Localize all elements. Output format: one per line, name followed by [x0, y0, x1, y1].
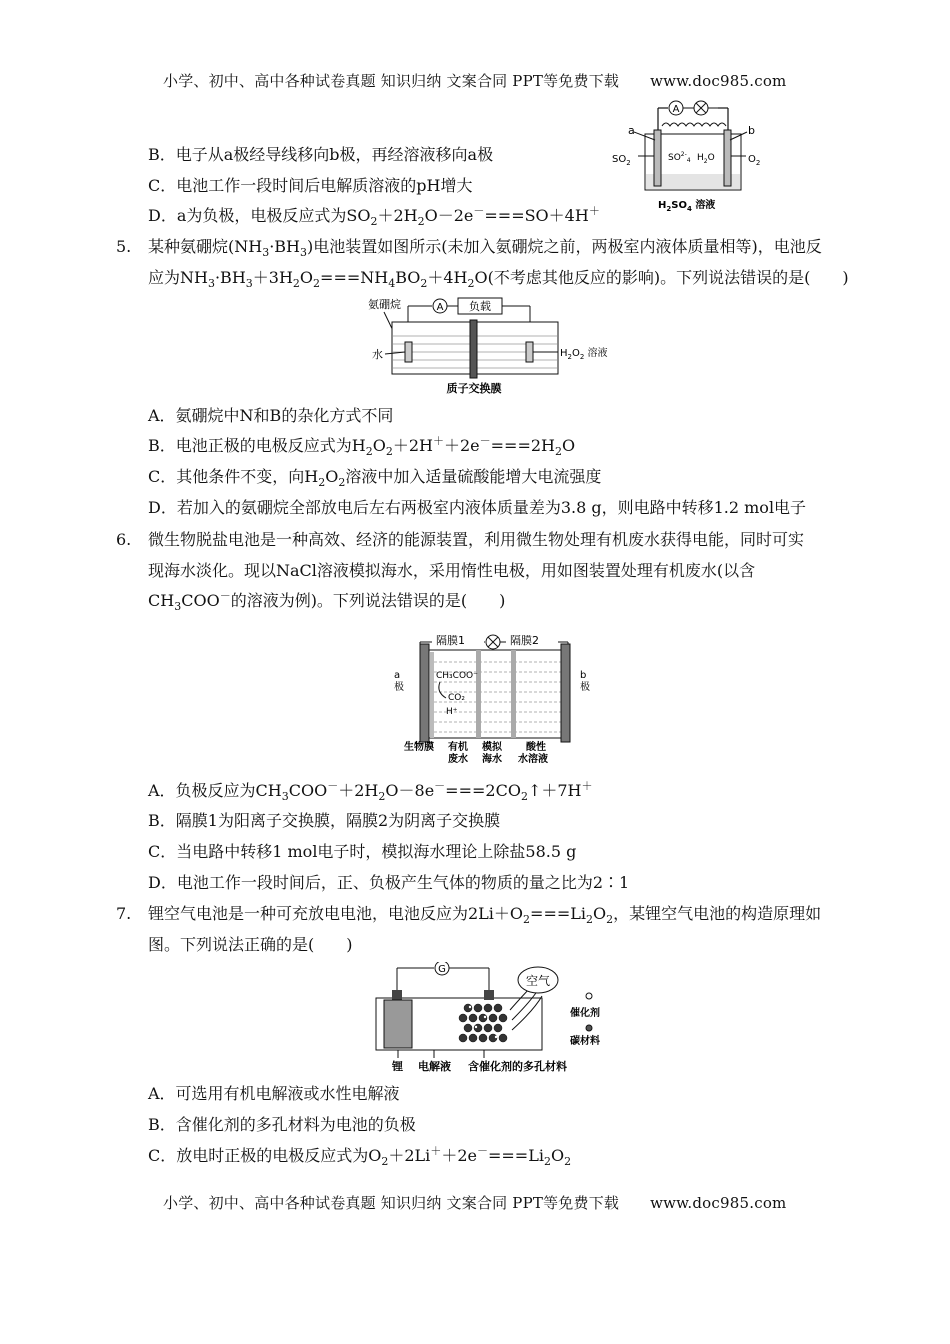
- svg-text:隔膜1: 隔膜1: [436, 634, 465, 647]
- q7-number: 7.: [116, 904, 132, 923]
- svg-text:SO2: $SO_2$: [612, 154, 631, 167]
- svg-text:CH₃COO⁻: CH₃COO⁻: [436, 671, 478, 681]
- svg-text:H⁺: H⁺: [446, 707, 458, 717]
- svg-text:SO2-4: $SO^{2-}_4$: [668, 151, 691, 164]
- q6-battery-figure: [390, 622, 600, 772]
- page-header: [163, 70, 786, 91]
- q5-option-c: C．其他条件不变，向$H_2O_2$溶液中加入适量硫酸能增大电流强度: [148, 467, 602, 490]
- header-text: 小学、初中、高中各种试卷真题 知识归纳 文案合同 PPT等免费下载: [163, 72, 620, 90]
- svg-text:H2O2 溶液: $H_2O_2$ 溶液: [560, 348, 608, 361]
- svg-text:水溶液: 水溶液: [518, 754, 548, 765]
- svg-text:氨硼烷: 氨硼烷: [368, 298, 401, 311]
- svg-text:有机: 有机: [448, 742, 468, 753]
- q7-option-b: B．含催化剂的多孔材料为电池的负极: [148, 1115, 416, 1134]
- svg-text:H2O: $H_2O$: [697, 153, 715, 165]
- svg-text:模拟: 模拟: [482, 742, 502, 753]
- q7-option-a: A．可选用有机电解液或水性电解液: [148, 1084, 400, 1103]
- svg-text:生物膜: 生物膜: [404, 742, 434, 753]
- q5-number: 5.: [116, 237, 132, 256]
- svg-text:G: G: [438, 964, 446, 975]
- q6-stem-line3: $CH_3COO^-$的溶液为例)。下列说法错误的是( ): [148, 589, 506, 614]
- svg-text:水: 水: [372, 348, 383, 361]
- footer-text: 小学、初中、高中各种试卷真题 知识归纳 文案合同 PPT等免费下载: [163, 1194, 620, 1212]
- svg-text:a: a: [628, 124, 635, 137]
- svg-text:极: 极: [580, 682, 590, 693]
- q6-option-d: D．电池工作一段时间后，正、负极产生气体的物质的量之比为2∶1: [148, 873, 630, 892]
- svg-text:隔膜2: 隔膜2: [510, 634, 539, 647]
- svg-text:电解液: 电解液: [418, 1060, 451, 1073]
- q5-option-d: D．若加入的氨硼烷全部放电后左右两极室内液体质量差为3.8 g，则电路中转移1.2 mol电子: [148, 498, 807, 517]
- q5-option-b: B．电池正极的电极反应式为$H_2O_2+2H^++2e^-===2H_2O$: [148, 434, 576, 459]
- q5-stem-line1: 某种氨硼烷$(NH_3\cdot BH_3)$电池装置如图所示(未加入氨硼烷之前，两极室内液体质量相等)，电池反: [148, 237, 822, 260]
- q6-stem-line2: 现海水淡化。现以NaCl溶液模拟海水，采用惰性电极，用如图装置处理有机废水(以含: [148, 561, 756, 580]
- q6-option-a: A．负极反应为$CH_3COO^-+2H_2O-8e^-===2CO_2↑+7H^+$: [148, 779, 593, 804]
- svg-text:b: b: [748, 124, 755, 137]
- q7-option-c: C．放电时正极的电极反应式为$O_2+2Li^++2e^-===Li_2O_2$: [148, 1144, 572, 1169]
- svg-text:a: a: [394, 670, 401, 681]
- q6-option-b: B．隔膜1为阳离子交换膜，隔膜2为阴离子交换膜: [148, 811, 501, 830]
- svg-text:空气: 空气: [525, 974, 551, 988]
- q4-option-b: B．电子从a极经导线移向b极，再经溶液移向a极: [148, 145, 494, 164]
- svg-text:O2: $O_2$: [748, 154, 761, 167]
- q5-battery-figure: [368, 296, 628, 396]
- q7-battery-figure: [372, 962, 622, 1074]
- svg-text:海水: 海水: [482, 754, 502, 765]
- svg-text:质子交换膜: 质子交换膜: [446, 382, 502, 395]
- q7-stem-line2: 图。下列说法正确的是( ): [148, 935, 353, 954]
- q7-stem-line1: 锂空气电池是一种可充放电电池，电池反应为$2Li+O_2===Li_2O_2$，某锂空气电池的构造原理如: [148, 904, 822, 927]
- svg-text:碳材料: 碳材料: [570, 1036, 600, 1047]
- q6-stem-line1: 微生物脱盐电池是一种高效、经济的能源装置，利用微生物处理有机废水获得电能，同时可实: [148, 530, 805, 549]
- svg-text:负载: 负载: [469, 300, 491, 313]
- svg-text:H2SO4 溶液: $H_2SO_4$ 溶液: [658, 200, 716, 213]
- svg-text:锂: 锂: [392, 1060, 403, 1073]
- q5-stem-line2: 应为$NH_3\cdot BH_3+3H_2O_2===NH_4BO_2+4H_2O$(不考虑其他反应的影响)。下列说法错误的是( ): [148, 268, 849, 291]
- footer-url[interactable]: www.doc985.com: [650, 1194, 787, 1212]
- header-url[interactable]: www.doc985.com: [650, 72, 787, 90]
- q5-option-a: A．氨硼烷中N和B的杂化方式不同: [148, 406, 394, 425]
- svg-text:废水: 废水: [448, 754, 468, 765]
- svg-text:A: A: [672, 104, 680, 115]
- svg-text:CO₂: CO₂: [448, 693, 465, 703]
- svg-text:b: b: [580, 670, 587, 681]
- page-footer: [163, 1192, 786, 1213]
- q6-number: 6.: [116, 530, 132, 549]
- q6-option-c: C．当电路中转移1 mol电子时，模拟海水理论上除盐58.5 g: [148, 842, 577, 861]
- svg-text:极: 极: [394, 682, 404, 693]
- q4-option-d: D．a为负极，电极反应式为$SO_2+2H_2O-2e^-===SO+4H^+$: [148, 204, 600, 229]
- svg-text:催化剂: 催化剂: [570, 1008, 600, 1019]
- svg-text:酸性: 酸性: [526, 742, 546, 753]
- svg-text:A: A: [436, 302, 444, 313]
- svg-text:含催化剂的多孔材料: 含催化剂的多孔材料: [468, 1060, 567, 1073]
- q4-option-c: C．电池工作一段时间后电解质溶液的pH增大: [148, 176, 473, 195]
- q4-battery-figure: [610, 96, 770, 214]
